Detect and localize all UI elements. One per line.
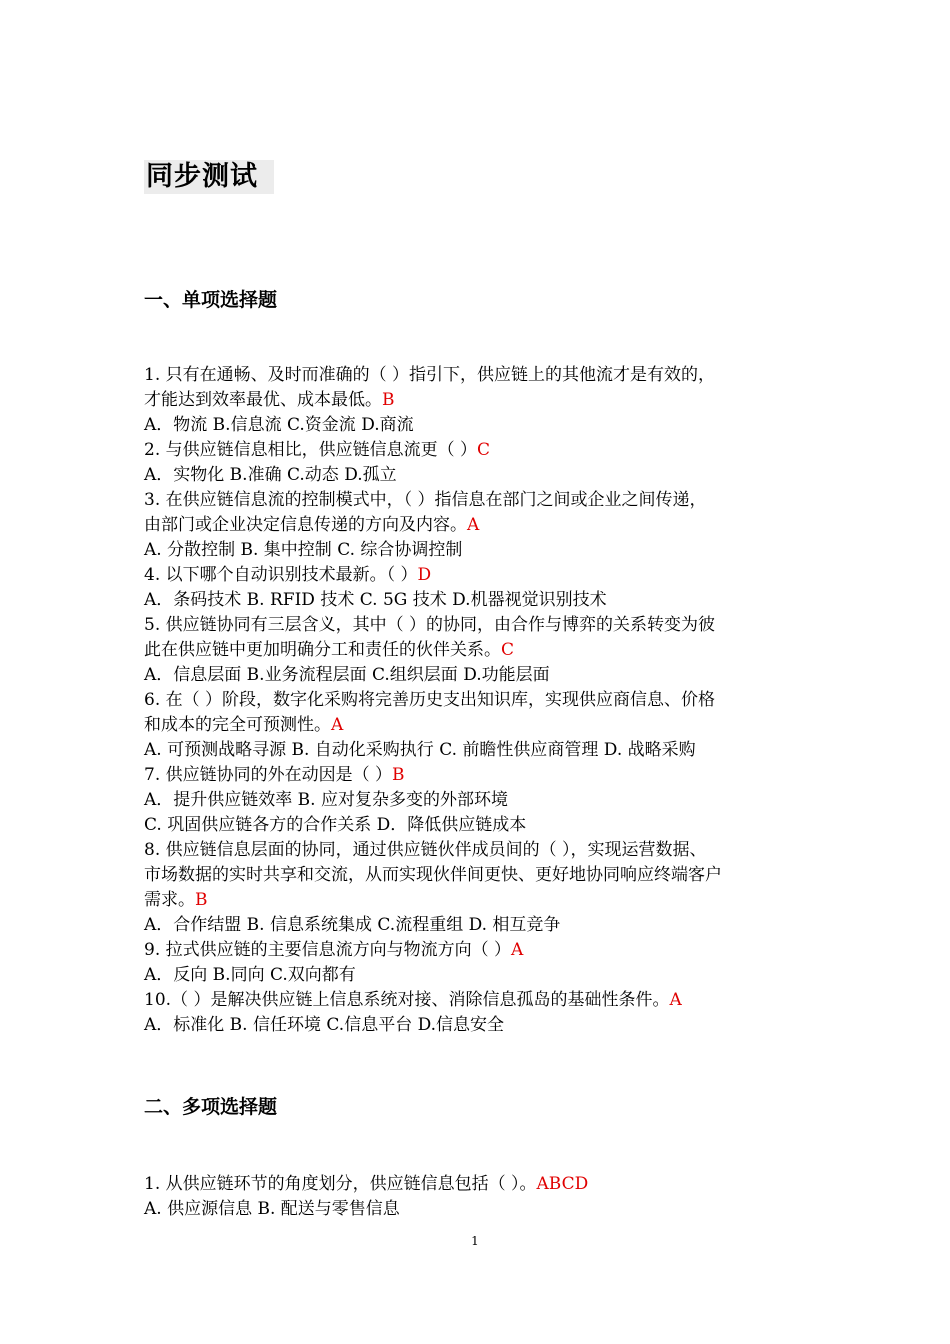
answer-key: C <box>501 640 515 660</box>
question-line: 由部门或企业决定信息传递的方向及内容。A <box>144 515 480 535</box>
question-line: 1. 只有在通畅、及时而准确的（ ）指引下，供应链上的其他流才是有效的， <box>144 365 716 385</box>
answer-key: A <box>669 990 682 1010</box>
question-line: 此在供应链中更加明确分工和责任的伙伴关系。C <box>144 640 515 660</box>
page-title: 同步测试 <box>144 160 274 194</box>
answer-key: B <box>392 765 405 785</box>
question-line: 2. 与供应链信息相比，供应链信息流更（ ）C <box>144 440 491 460</box>
answer-key: ABCD <box>536 1174 589 1194</box>
question-line: 需求。B <box>144 890 208 910</box>
question-line: 1. 从供应链环节的角度划分，供应链信息包括（ ）。ABCD <box>144 1174 589 1194</box>
question-line: 8. 供应链信息层面的协同，通过供应链伙伴成员间的（ ），实现运营数据、 <box>144 840 707 860</box>
page-number: 1 <box>471 1234 479 1248</box>
section-heading-multi-choice: 二、多项选择题 <box>144 1096 278 1118</box>
option-line: A．反向 B.同向 C.双向都有 <box>144 965 356 985</box>
answer-key: A <box>467 515 480 535</box>
option-line: A．提升供应链效率 B. 应对复杂多变的外部环境 <box>144 790 508 810</box>
option-line: A．合作结盟 B. 信息系统集成 C.流程重组 D. 相互竞争 <box>144 915 561 935</box>
answer-key: B <box>195 890 208 910</box>
option-line: A. 可预测战略寻源 B. 自动化采购执行 C. 前瞻性供应商管理 D. 战略采购 <box>144 740 696 760</box>
answer-key: A <box>331 715 344 735</box>
option-line: A．信息层面 B.业务流程层面 C.组织层面 D.功能层面 <box>144 665 550 685</box>
option-line: C. 巩固供应链各方的合作关系 D．降低供应链成本 <box>144 815 527 835</box>
question-line: 和成本的完全可预测性。A <box>144 715 344 735</box>
option-line: A．标准化 B. 信任环境 C.信息平台 D.信息安全 <box>144 1015 505 1035</box>
section-heading-single-choice: 一、单项选择题 <box>144 289 278 311</box>
answer-key: D <box>417 565 432 585</box>
question-line: 10.（ ）是解决供应链上信息系统对接、消除信息孤岛的基础性条件。A <box>144 990 682 1010</box>
option-line: A．条码技术 B. RFID 技术 C. 5G 技术 D.机器视觉识别技术 <box>144 590 607 610</box>
question-line: 4. 以下哪个自动识别技术最新。（ ）D <box>144 565 432 585</box>
question-line: 市场数据的实时共享和交流，从而实现伙伴间更快、更好地协同响应终端客户 <box>144 865 722 885</box>
question-line: 3. 在供应链信息流的控制模式中，（ ）指信息在部门之间或企业之间传递， <box>144 490 707 510</box>
question-line: 5. 供应链协同有三层含义，其中（ ）的协同，由合作与博弈的关系转变为彼 <box>144 615 716 635</box>
question-line: 9. 拉式供应链的主要信息流方向与物流方向（ ）A <box>144 940 524 960</box>
option-line: A. 供应源信息 B. 配送与零售信息 <box>144 1199 400 1219</box>
option-line: A. 分散控制 B. 集中控制 C. 综合协调控制 <box>144 540 463 560</box>
question-line: 6. 在（ ）阶段，数字化采购将完善历史支出知识库，实现供应商信息、价格 <box>144 690 716 710</box>
answer-key: A <box>511 940 524 960</box>
question-line: 才能达到效率最优、成本最低。B <box>144 390 395 410</box>
option-line: A．实物化 B.准确 C.动态 D.孤立 <box>144 465 397 485</box>
answer-key: C <box>477 440 491 460</box>
option-line: A．物流 B.信息流 C.资金流 D.商流 <box>144 415 414 435</box>
question-line: 7. 供应链协同的外在动因是（ ）B <box>144 765 405 785</box>
answer-key: B <box>382 390 395 410</box>
